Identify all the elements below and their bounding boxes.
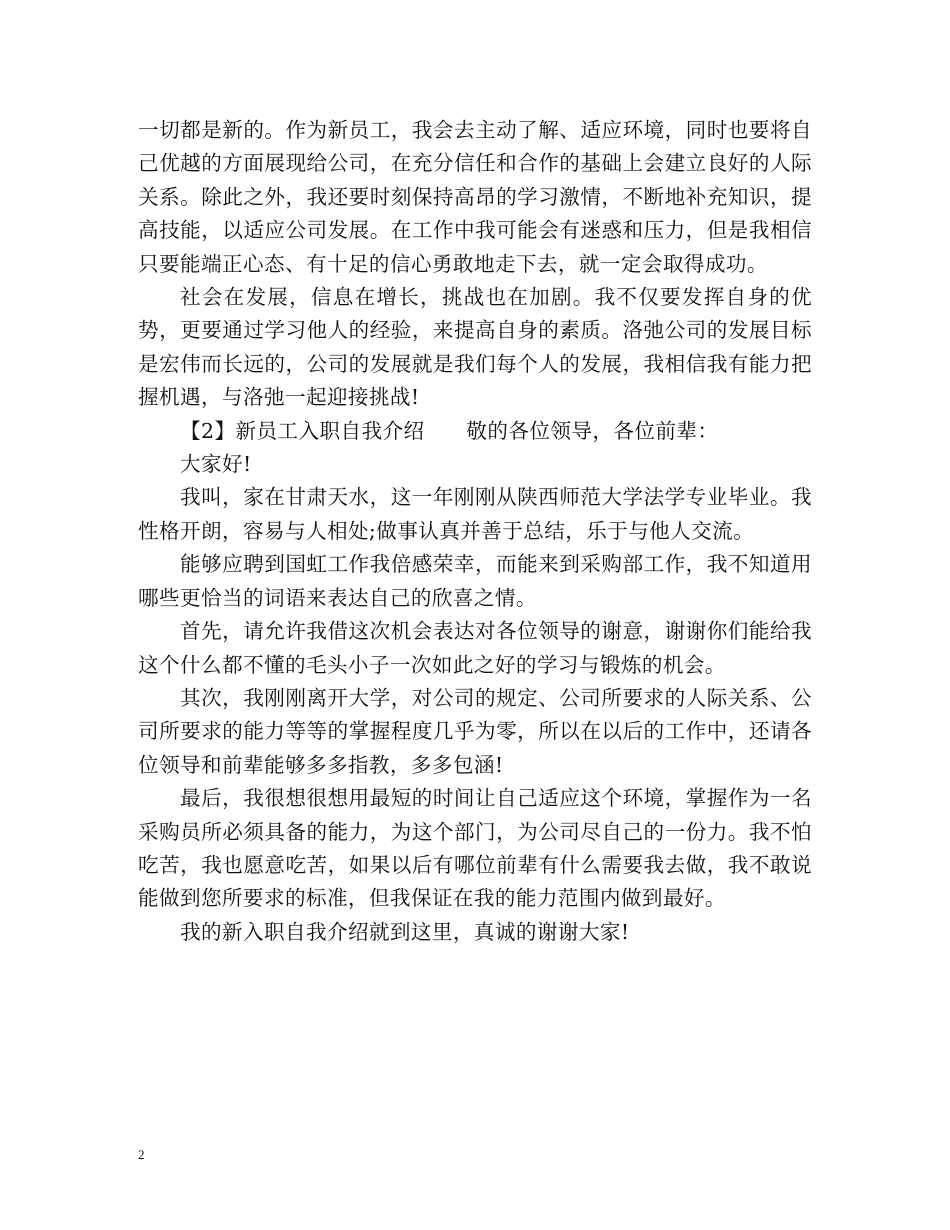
paragraph-introduction: 我叫，家在甘肃天水，这一年刚刚从陕西师范大学法学专业毕业。我性格开朗，容易与人相处;做事认真并善于总结，乐于与他人交流。 xyxy=(138,485,812,543)
paragraph-2: 社会在发展，信息在增长，挑战也在加剧。我不仅要发挥自身的优势，更要通过学习他人的经验，来提高自身的素质。洛弛公司的发展目标是宏伟而长远的，公司的发展就是我们每个人的发展，我相信我有能力把握机遇，与洛弛一起迎接挑战! xyxy=(138,285,812,410)
page-number: 2 xyxy=(138,1147,145,1162)
document-body xyxy=(138,114,812,949)
section-heading: 【2】新员工入职自我介绍 敬的各位领导，各位前辈： xyxy=(180,418,719,443)
paragraph-honor: 能够应聘到国虹工作我倍感荣幸，而能来到采购部工作，我不知道用哪些更恰当的词语来表达自己的欣喜之情。 xyxy=(138,552,812,610)
greeting: 大家好! xyxy=(180,452,252,477)
paragraph-1: 一切都是新的。作为新员工，我会去主动了解、适应环境，同时也要将自己优越的方面展现给公司，在充分信任和合作的基础上会建立良好的人际关系。除此之外，我还要时刻保持高昂的学习激情，不断地补充知识，提高技能，以适应公司发展。在工作中我可能会有迷惑和压力，但是我相信只要能端正心态、有十足的信心勇敢地走下去，就一定会取得成功。 xyxy=(138,118,812,276)
paragraph-closing: 我的新入职自我介绍就到这里，真诚的谢谢大家! xyxy=(180,919,630,944)
paragraph-last: 最后，我很想很想用最短的时间让自己适应这个环境，掌握作为一名采购员所必须具备的能力，为这个部门，为公司尽自己的一份力。我不怕吃苦，我也愿意吃苦，如果以后有哪位前辈有什么需要我去做，我不敢说能做到您所要求的标准，但我保证在我的能力范围内做到最好。 xyxy=(138,786,812,911)
paragraph-first: 首先，请允许我借这次机会表达对各位领导的谢意，谢谢你们能给我这个什么都不懂的毛头小子一次如此之好的学习与锻炼的机会。 xyxy=(138,619,812,677)
paragraph-second: 其次，我刚刚离开大学，对公司的规定、公司所要求的人际关系、公司所要求的能力等等的掌握程度几乎为零，所以在以后的工作中，还请各位领导和前辈能够多多指教，多多包涵! xyxy=(138,685,812,777)
